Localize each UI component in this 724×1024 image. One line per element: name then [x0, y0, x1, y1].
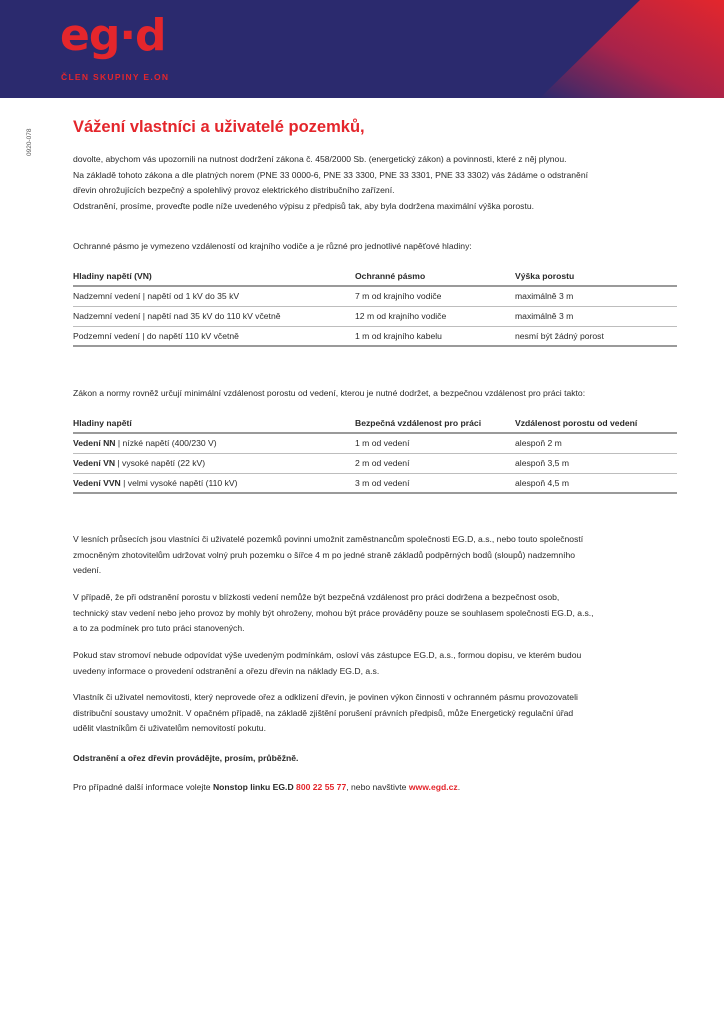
notice-paragraph	[73, 648, 683, 679]
safety-paragraph	[73, 590, 683, 637]
table-cell: 3 m od vedení	[355, 473, 515, 493]
table-row	[73, 473, 677, 493]
voltage-level-name: Vedení NN	[73, 438, 116, 449]
table-row	[73, 326, 677, 346]
paragraph-line: Vlastník či uživatel nemovitosti, který neprovede ořez a odklizení dřevin, je povinen výkon činnosti v ochranném pásmu provozovateli	[73, 692, 578, 702]
table-cell: Nadzemní vedení | napětí nad 35 kV do 110 kV včetně	[73, 306, 355, 326]
header-banner	[0, 0, 724, 98]
hotline-phone-link[interactable]: 800 22 55 77	[296, 782, 347, 792]
table-cell	[73, 453, 355, 473]
voltage-level-desc: | velmi vysoké napětí (110 kV)	[120, 477, 238, 488]
table-cell: Nadzemní vedení | napětí od 1 kV do 35 kV	[73, 286, 355, 306]
voltage-level-desc: | vysoké napětí (22 kV)	[115, 458, 206, 468]
paragraph-line: V případě, že při odstranění porostu v blízkosti vedení nemůže být bezpečná vzdálenost pro práci dodržena a bezpečnost osob,	[73, 592, 560, 602]
safe-distance-table	[73, 413, 677, 494]
protection-zone-table	[73, 266, 677, 347]
table-row	[73, 433, 677, 453]
contact-paragraph	[73, 780, 683, 796]
intro-line: Na základě tohoto zákona a dle platných norem (PNE 33 0000-6, PNE 33 3300, PNE 33 3301, PNE 33 3302) vás žádáme o odstranění	[73, 169, 588, 180]
penalty-paragraph	[73, 690, 683, 737]
table-header-row	[73, 266, 677, 286]
table1-intro: Ochranné pásmo je vymezeno vzdáleností od krajního vodiče a je různé pro jednotlivé napěťové hladiny:	[73, 241, 472, 251]
table-cell: nesmí být žádný porost	[515, 326, 677, 346]
table-header-row	[73, 413, 677, 433]
table-cell: 2 m od vedení	[355, 453, 515, 473]
table-cell: maximálně 3 m	[515, 306, 677, 326]
page-title: Vážení vlastníci a uživatelé pozemků,	[73, 118, 365, 136]
table2-intro: Zákon a normy rovněž určují minimální vzdálenost porostu od vedení, kterou je nutné dodržet, a bezpečnou vzdálenost pro práci takto:	[73, 388, 586, 398]
egd-logo[interactable]: eg·d	[60, 10, 166, 61]
table-row	[73, 453, 677, 473]
forest-paragraph	[73, 532, 683, 579]
voltage-level-name: Vedení VVN	[73, 477, 121, 488]
table-header-cell: Hladiny napětí	[73, 413, 355, 433]
paragraph-line: distribuční soustavy umožnit. V opačném případě, na základě zjištění porušení právních předpisů, může Energetický regulační úřad	[73, 707, 574, 718]
table-cell: alespoň 3,5 m	[515, 453, 677, 473]
contact-suffix: .	[457, 782, 461, 792]
table-cell: alespoň 4,5 m	[515, 473, 677, 493]
intro-line: Odstranění, prosíme, proveďte podle níže uvedeného výpisu z předpisů tak, aby byla dodržena maximální výška porostu.	[73, 200, 535, 211]
document-code: 0920-078	[26, 128, 33, 156]
table-cell: alespoň 2 m	[515, 433, 677, 453]
table-cell: 7 m od krajního vodiče	[355, 286, 515, 306]
table-cell	[73, 433, 355, 453]
paragraph-line: Pokud stav stromoví nebude odpovídat výše uvedeným podmínkám, osloví vás zástupce EG.D, a.s., formou dopisu, ve kterém budou	[73, 650, 582, 660]
table-header-cell: Vzdálenost porostu od vedení	[515, 413, 677, 433]
table-cell: 12 m od krajního vodiče	[355, 306, 515, 326]
paragraph-line: vedení.	[73, 565, 102, 575]
request-paragraph: Odstranění a ořez dřevin provádějte, prosím, průběžně.	[73, 753, 299, 763]
paragraph-line: a to za podmínek pro tuto práci stanovených.	[73, 623, 245, 633]
intro-line: dovolte, abychom vás upozornili na nutnost dodržení zákona č. 458/2000 Sb. (energetický zákon) a povinnosti, které z něj plynou.	[73, 154, 567, 164]
table-cell	[73, 473, 355, 493]
paragraph-line: uvedeny informace o provedení odstranění a ořezu dřevin na náklady EG.D, a.s.	[73, 665, 380, 676]
table-header-cell: Hladiny napětí (VN)	[73, 266, 355, 286]
table-cell: 1 m od vedení	[355, 433, 515, 453]
logo-subtitle: ČLEN SKUPINY E.ON	[61, 72, 170, 82]
paragraph-line: technický stav vedení nebo jeho provoz by mohly být ohroženy, mohou být práce prováděny pouze se souhlasem společnosti EG.D, a.s.,	[73, 607, 594, 618]
contact-middle: , nebo navštivte	[346, 782, 409, 792]
voltage-level-name: Vedení VN	[73, 458, 116, 468]
paragraph-line: udělit vlastníkům či uživatelům nemovitostí pokutu.	[73, 723, 266, 733]
table-header-cell: Výška porostu	[515, 266, 677, 286]
voltage-level-desc: | nízké napětí (400/230 V)	[115, 438, 217, 449]
table-cell: Podzemní vedení | do napětí 110 kV včetně	[73, 326, 355, 346]
table-row	[73, 286, 677, 306]
intro-line: dřevin ohrožujících bezpečný a spolehlivý provoz elektrického distribučního zařízení.	[73, 185, 395, 195]
table-header-cell: Ochranné pásmo	[355, 266, 515, 286]
paragraph-line: V lesních průsecích jsou vlastníci či uživatelé pozemků povinni umožnit zaměstnancům společnosti EG.D, a.s., nebo touto společností	[73, 534, 584, 544]
website-link[interactable]: www.egd.cz	[408, 782, 458, 792]
intro-paragraph	[73, 152, 683, 214]
table-cell: maximálně 3 m	[515, 286, 677, 306]
table-header-cell: Bezpečná vzdálenost pro práci	[355, 413, 515, 433]
contact-prefix: Pro případné další informace volejte	[73, 782, 213, 792]
paragraph-line: zmocněným zhotovitelům udržovat volný pruh pozemku o šířce 4 m po jedné straně základů podpěrných bodů (sloupů) nadzemního	[73, 549, 576, 560]
hotline-label: Nonstop linku EG.D	[212, 782, 294, 792]
table-row	[73, 306, 677, 326]
table-cell: 1 m od krajního kabelu	[355, 326, 515, 346]
